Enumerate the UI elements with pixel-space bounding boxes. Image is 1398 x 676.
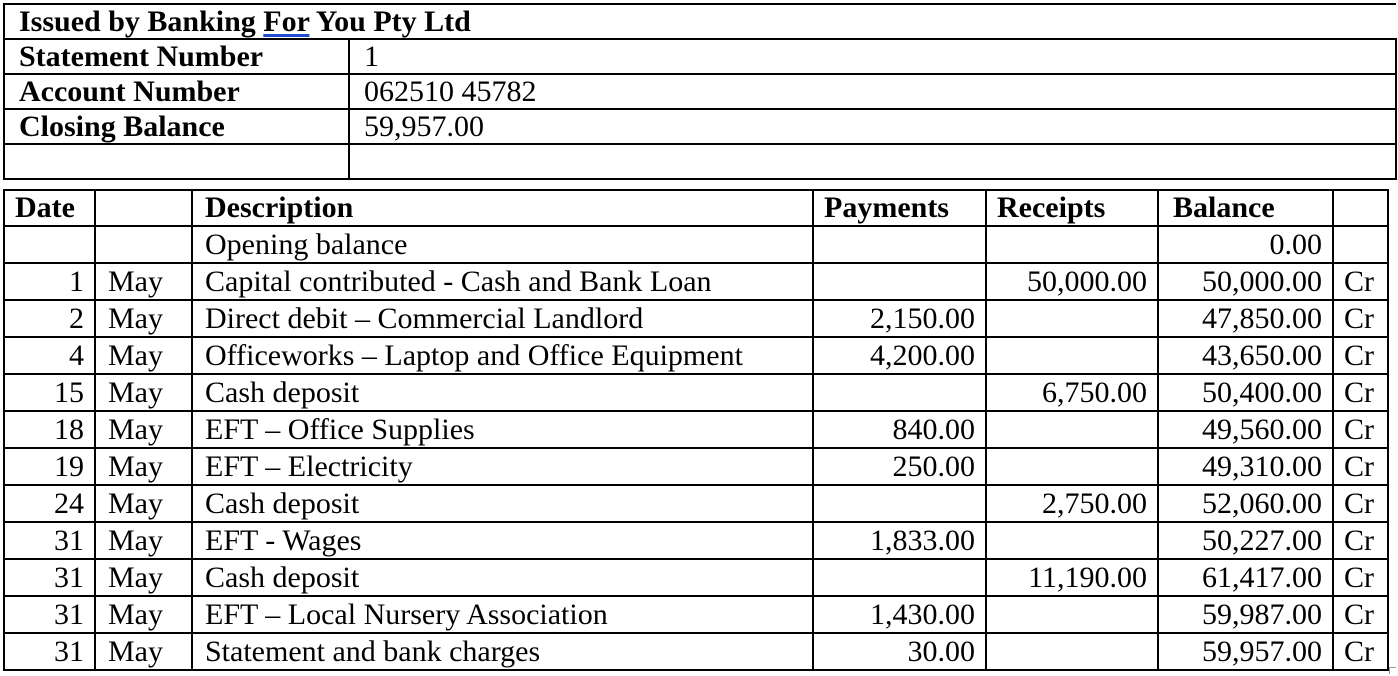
- account-number-label: Account Number: [4, 74, 349, 109]
- statement-number-value: 1: [349, 39, 1396, 74]
- cell-day: 4: [4, 337, 95, 374]
- cell-description: Cash deposit: [192, 374, 813, 411]
- cell-day: 15: [4, 374, 95, 411]
- cell-description: EFT - Wages: [192, 522, 813, 559]
- issuer-underlined-word: For: [263, 5, 310, 38]
- cell-month: May: [95, 596, 192, 633]
- cell-month: May: [95, 633, 192, 670]
- cell-payments: [813, 263, 986, 300]
- cell-crdr: Cr: [1333, 522, 1388, 559]
- cell-month: May: [95, 263, 192, 300]
- issuer-suffix: You Pty Ltd: [309, 5, 471, 38]
- cell-day: 2: [4, 300, 95, 337]
- table-row: [4, 374, 1388, 411]
- cell-description: Capital contributed - Cash and Bank Loan: [192, 263, 813, 300]
- cell-month: May: [95, 337, 192, 374]
- cell-description: Cash deposit: [192, 559, 813, 596]
- cell-month: May: [95, 559, 192, 596]
- cell-payments: [813, 559, 986, 596]
- cell-crdr: Cr: [1333, 411, 1388, 448]
- header-month: [95, 190, 192, 226]
- cell-payments: 2,150.00: [813, 300, 986, 337]
- cell-crdr: Cr: [1333, 448, 1388, 485]
- cell-month: May: [95, 522, 192, 559]
- header-description: Description: [192, 190, 813, 226]
- cell-day: 19: [4, 448, 95, 485]
- cell-description: Opening balance: [192, 226, 813, 263]
- cell-payments: 1,430.00: [813, 596, 986, 633]
- cell-crdr: Cr: [1333, 559, 1388, 596]
- cell-month: May: [95, 411, 192, 448]
- cell-description: EFT – Office Supplies: [192, 411, 813, 448]
- cell-payments: 840.00: [813, 411, 986, 448]
- cell-month: May: [95, 300, 192, 337]
- cell-receipts: 50,000.00: [986, 263, 1158, 300]
- cell-balance: 59,957.00: [1158, 633, 1333, 670]
- transactions-table: [3, 189, 1389, 671]
- cell-description: Cash deposit: [192, 485, 813, 522]
- header-balance: Balance: [1158, 190, 1333, 226]
- header-date: Date: [4, 190, 95, 226]
- cell-receipts: [986, 522, 1158, 559]
- cell-balance: 52,060.00: [1158, 485, 1333, 522]
- table-row: [4, 596, 1388, 633]
- cell-payments: [813, 374, 986, 411]
- table-row: [4, 633, 1388, 670]
- cell-crdr: [1333, 226, 1388, 263]
- cell-day: 24: [4, 485, 95, 522]
- cell-description: EFT – Electricity: [192, 448, 813, 485]
- cell-payments: 30.00: [813, 633, 986, 670]
- header-crdr: [1333, 190, 1388, 226]
- cell-receipts: [986, 596, 1158, 633]
- cell-description: Officeworks – Laptop and Office Equipment: [192, 337, 813, 374]
- table-row: [4, 522, 1388, 559]
- cell-description: EFT – Local Nursery Association: [192, 596, 813, 633]
- cell-crdr: Cr: [1333, 300, 1388, 337]
- header-payments: Payments: [813, 190, 986, 226]
- cell-payments: 4,200.00: [813, 337, 986, 374]
- account-number-value: 062510 45782: [349, 74, 1396, 109]
- table-row: [4, 263, 1388, 300]
- cell-crdr: Cr: [1333, 337, 1388, 374]
- header-receipts: Receipts: [986, 190, 1158, 226]
- issuer-line: [4, 4, 1396, 39]
- cell-month: [95, 226, 192, 263]
- cell-balance: 49,560.00: [1158, 411, 1333, 448]
- cell-balance: 50,227.00: [1158, 522, 1333, 559]
- cell-balance: 49,310.00: [1158, 448, 1333, 485]
- cell-day: 31: [4, 522, 95, 559]
- cell-crdr: Cr: [1333, 485, 1388, 522]
- issuer-prefix: Issued by Banking: [19, 5, 264, 38]
- cell-receipts: [986, 226, 1158, 263]
- cell-receipts: [986, 300, 1158, 337]
- cell-month: May: [95, 448, 192, 485]
- cell-receipts: 2,750.00: [986, 485, 1158, 522]
- cell-balance: 61,417.00: [1158, 559, 1333, 596]
- cell-payments: [813, 485, 986, 522]
- statement-number-label: Statement Number: [4, 39, 349, 74]
- closing-balance-value: 59,957.00: [349, 109, 1396, 144]
- cell-receipts: [986, 633, 1158, 670]
- cell-receipts: 11,190.00: [986, 559, 1158, 596]
- cell-payments: 1,833.00: [813, 522, 986, 559]
- cell-month: May: [95, 485, 192, 522]
- cell-receipts: 6,750.00: [986, 374, 1158, 411]
- cell-receipts: [986, 411, 1158, 448]
- cell-payments: 250.00: [813, 448, 986, 485]
- cell-crdr: Cr: [1333, 374, 1388, 411]
- resize-corner-mark: [1389, 667, 1396, 674]
- table-row: [4, 411, 1388, 448]
- cell-day: 1: [4, 263, 95, 300]
- table-row: [4, 300, 1388, 337]
- table-row: [4, 559, 1388, 596]
- cell-balance: 43,650.00: [1158, 337, 1333, 374]
- table-row: [4, 448, 1388, 485]
- cell-receipts: [986, 337, 1158, 374]
- cell-day: 31: [4, 633, 95, 670]
- cell-crdr: Cr: [1333, 263, 1388, 300]
- cell-payments: [813, 226, 986, 263]
- cell-description: Direct debit – Commercial Landlord: [192, 300, 813, 337]
- spacer-cell-left: [4, 144, 349, 179]
- cell-crdr: Cr: [1333, 633, 1388, 670]
- spacer-cell-right: [349, 144, 1396, 179]
- cell-day: 31: [4, 596, 95, 633]
- cell-day: 31: [4, 559, 95, 596]
- cell-day: 18: [4, 411, 95, 448]
- cell-balance: 50,400.00: [1158, 374, 1333, 411]
- closing-balance-label: Closing Balance: [4, 109, 349, 144]
- table-row: [4, 337, 1388, 374]
- cell-crdr: Cr: [1333, 596, 1388, 633]
- cell-balance: 0.00: [1158, 226, 1333, 263]
- cell-receipts: [986, 448, 1158, 485]
- cell-balance: 59,987.00: [1158, 596, 1333, 633]
- table-row: [4, 226, 1388, 263]
- cell-balance: 47,850.00: [1158, 300, 1333, 337]
- cell-description: Statement and bank charges: [192, 633, 813, 670]
- table-row: [4, 485, 1388, 522]
- cell-balance: 50,000.00: [1158, 263, 1333, 300]
- statement-header: [3, 3, 1397, 180]
- cell-month: May: [95, 374, 192, 411]
- cell-day: [4, 226, 95, 263]
